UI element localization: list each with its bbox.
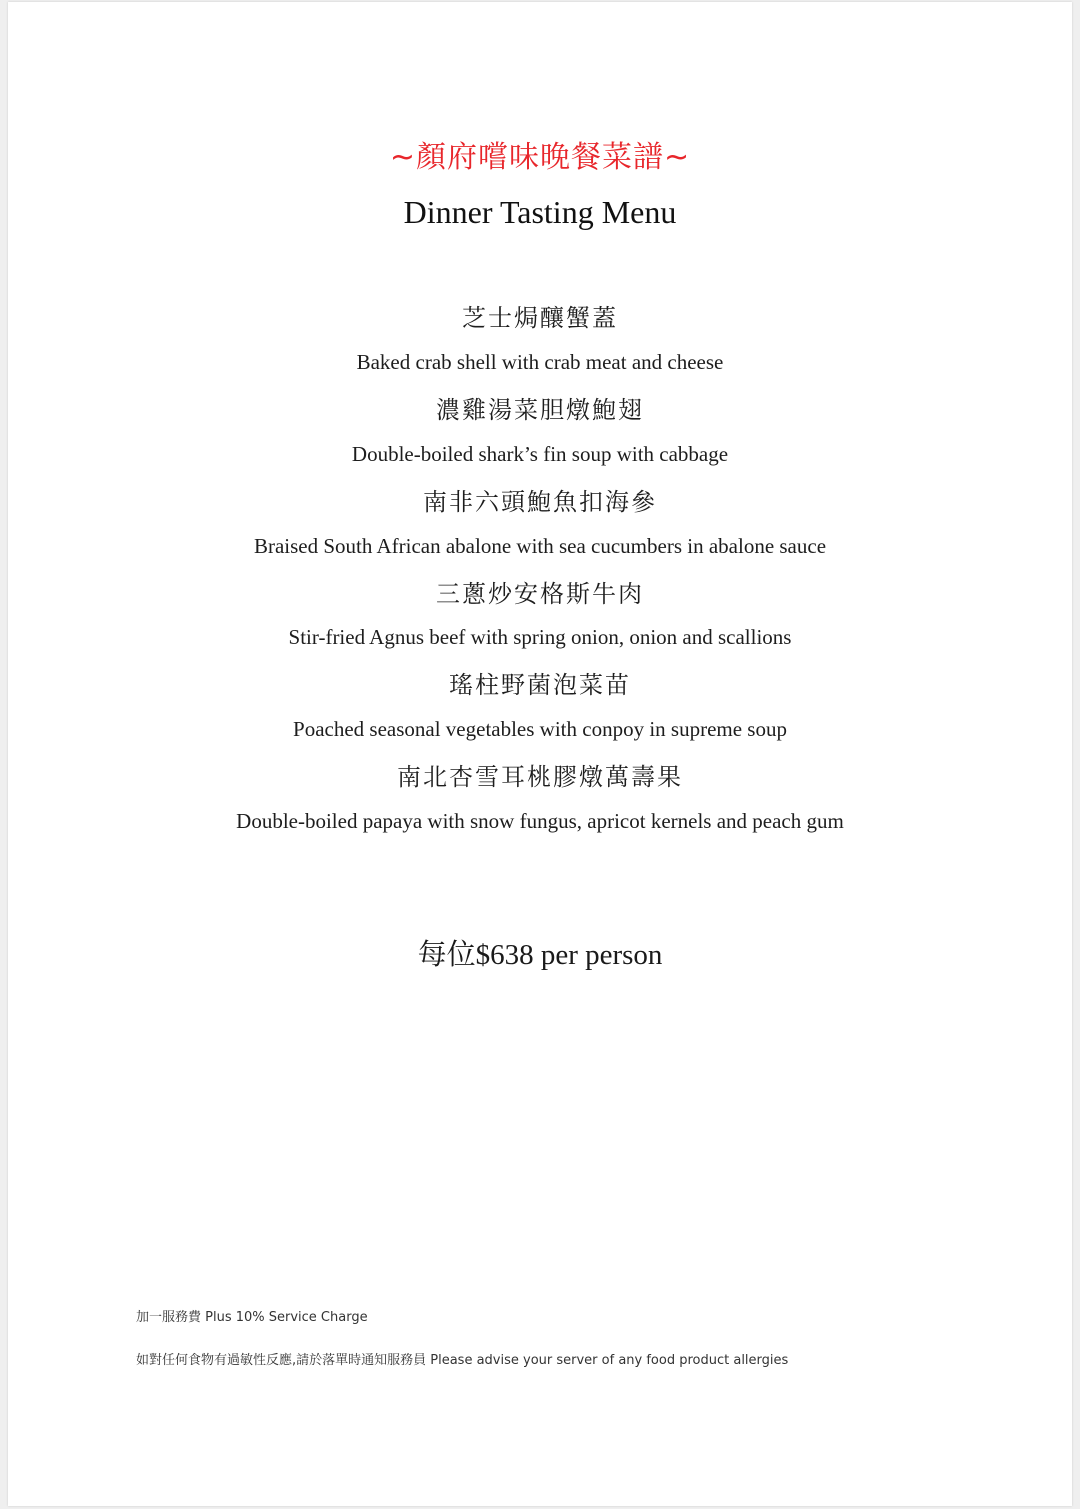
dish-2-english: Double-boiled shark’s fin soup with cabbage xyxy=(351,442,729,466)
dish-3-english: Braised South African abalone with sea cucumbers in abalone sauce xyxy=(253,534,827,558)
dish-6-chinese: 南北杏雪耳桃膠燉萬壽果 xyxy=(397,763,683,791)
menu-title-chinese: ~顏府嚐味晚餐菜譜~ xyxy=(389,140,691,175)
dish-3-chinese: 南非六頭鮑魚扣海參 xyxy=(423,488,657,516)
dish-1-chinese: 芝士焗釀蟹蓋 xyxy=(462,304,618,332)
price-amount: $638 per person xyxy=(475,939,663,971)
dish-5-english: Poached seasonal vegetables with conpoy in supreme soup xyxy=(293,717,787,741)
allergy-notice: 如對任何食物有過敏性反應,請於落單時通知服務員 Please advise your server of any food product allergies xyxy=(136,1353,789,1368)
service-charge-note: 加一服務費 Plus 10% Service Charge xyxy=(136,1310,368,1325)
menu-page xyxy=(8,2,1072,1506)
price-label-chinese: 每位 xyxy=(417,937,476,971)
dish-5-chinese: 瑤柱野菌泡菜苗 xyxy=(449,671,631,699)
dish-4-chinese: 三蔥炒安格斯牛肉 xyxy=(436,580,644,608)
dish-2-chinese: 濃雞湯菜胆燉鮑翅 xyxy=(436,396,644,424)
dish-1-english: Baked crab shell with crab meat and cheese xyxy=(356,350,724,374)
menu-title-english: Dinner Tasting Menu xyxy=(403,194,677,230)
dish-4-english: Stir-fried Agnus beef with spring onion, onion and scallions xyxy=(288,625,792,649)
dish-6-english: Double-boiled papaya with snow fungus, apricot kernels and peach gum xyxy=(236,809,844,833)
price-per-person xyxy=(8,932,1072,973)
